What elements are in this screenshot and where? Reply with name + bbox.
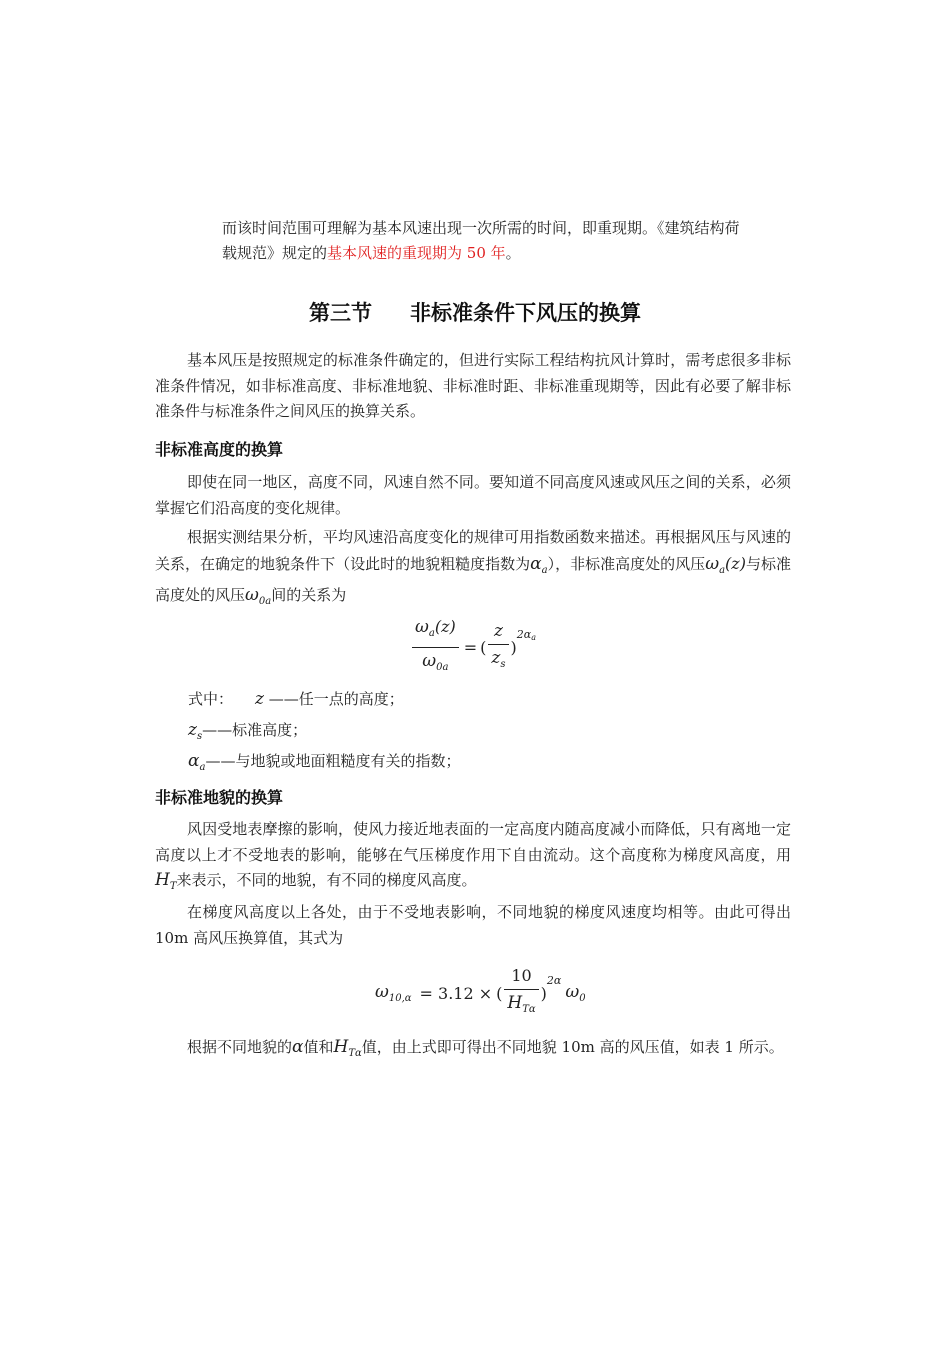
terrain-paragraph-3: [155, 1035, 791, 1067]
formula2-close-paren: ): [540, 983, 547, 1003]
terrain-p3-text-b: 值和: [303, 1038, 334, 1056]
terrain-paragraph-2: 在梯度风高度以上各处，由于不受地表影响，不同地貌的梯度风速度均相等。由此可得出 10m 高风压换算值，其式为: [155, 903, 791, 947]
return-period-highlight: 基本风速的重现期为 50 年: [327, 244, 506, 262]
definition-z-text: ——任一点的高度；: [268, 690, 404, 708]
formula1-close-paren: ): [510, 638, 517, 657]
terrain-paragraph-1: [155, 817, 791, 900]
definition-z: [188, 687, 404, 712]
terrain-p1-text-a: 风因受地表摩擦的影响，使风力接近地表面的一定高度内随高度减小而降低，只有离地一定高度以上才不受地表的影响，能够在气压梯度作用下自由流动。这个高度称为梯度风高度，用: [155, 820, 791, 864]
section-intro-paragraph: 基本风压是按照规定的标准条件确定的，但进行实际工程结构抗风计算时，需考虑很多非标准条件情况，如非标准高度、非标准地貌、非标准时距、非标准重现期等，因此有必要了解非标准条件与标准条件之间风压的换算关系。: [155, 351, 791, 420]
terrain-p1-text-b: 来表示，不同的地貌，有不同的梯度风高度。: [176, 871, 477, 889]
formula2-lhs: $\omega_{10,\alpha}$: [375, 982, 412, 1004]
formula1-lhs-denominator: $\omega_{0a}$: [422, 651, 449, 673]
alpha-a-symbol: $\alpha_a$: [530, 553, 548, 576]
intro-line-2: [222, 241, 794, 267]
omega-0a-symbol: $\omega_{0a}$: [245, 585, 272, 607]
formula1-rhs-denominator: $z_s$: [491, 647, 506, 670]
terrain-p3-text-c: 值，由上式即可得出不同地貌 10m 高的风压值，如表 1 所示。: [361, 1038, 784, 1056]
definition-label: 式中：: [188, 690, 234, 708]
p2-text-b: ），非标准高度处的风压: [547, 554, 706, 573]
definition-alpha: [188, 749, 460, 780]
z-symbol: z: [255, 689, 264, 709]
formula1-lhs-fraction: [412, 616, 459, 679]
definition-zs: [188, 718, 307, 749]
section-title: 非标准条件下风压的换算: [410, 301, 641, 325]
intro-line-1: 而该时间范围可理解为基本风速出现一次所需的时间，即重现期。《建筑结构荷: [222, 219, 740, 237]
omega-a-z-symbol: $\omega_a(z)$: [705, 553, 746, 576]
subsection-heading-height: 非标准高度的换算: [155, 440, 284, 459]
section-number: 第三节: [309, 301, 372, 325]
terrain-conversion-formula: [375, 965, 586, 1021]
ht-symbol: $H_T$: [155, 870, 177, 892]
formula1-equals: =: [463, 638, 478, 657]
formula1-exponent: 2αa: [516, 627, 536, 642]
height-paragraph-2: [155, 525, 791, 615]
subsection-heading-terrain: 非标准地貌的换算: [155, 788, 284, 807]
p2-text-a: 根据实测结果分析，平均风速沿高度变化的规律可用指数函数来描述。再根据风压与风速的关系，在确定的地貌条件下（设此时的地貌粗糙度指数为: [155, 528, 791, 573]
formula1-rhs-fraction: [488, 620, 508, 676]
height-paragraph-1: 即使在同一地区，高度不同，风速自然不同。要知道不同高度风速或风压之间的关系，必须掌握它们沿高度的变化规律。: [155, 473, 791, 517]
h-talpha-symbol: $H_{T\alpha}$: [333, 1037, 362, 1059]
section-heading: [0, 298, 950, 328]
definition-alpha-text: ——与地貌或地面粗糙度有关的指数；: [205, 752, 461, 770]
formula1-open-paren: (: [480, 638, 487, 657]
zs-symbol: $z_s$: [188, 720, 203, 742]
alpha-a-def-symbol: $\alpha_a$: [188, 751, 206, 773]
definition-zs-text: ——标准高度；: [202, 721, 308, 739]
p2-text-d: 间的关系为: [271, 586, 347, 604]
alpha-symbol: α: [292, 1037, 304, 1057]
height-conversion-formula: [410, 616, 536, 679]
formula1-lhs-numerator: $\omega_a(z)$: [415, 617, 456, 639]
formula2-equals-coefficient: = 3.12 ×: [419, 983, 493, 1003]
formula1-rhs-numerator: z: [493, 620, 503, 641]
terrain-p3-text-a: 根据不同地貌的: [187, 1038, 293, 1056]
intro-text-before: 载规范》规定的: [222, 244, 328, 262]
formula2-omega0: $\omega_0$: [565, 982, 586, 1004]
intro-text-after: 。: [505, 244, 521, 262]
p2-text-c: 与标准高度处的风压: [155, 554, 791, 604]
formula2-open-paren: (: [496, 983, 503, 1003]
formula2-exponent: 2α: [546, 973, 562, 987]
formula2-denominator: $H_{T\alpha}$: [507, 993, 536, 1015]
formula2-fraction: [504, 965, 538, 1021]
formula2-numerator: 10: [511, 966, 532, 985]
